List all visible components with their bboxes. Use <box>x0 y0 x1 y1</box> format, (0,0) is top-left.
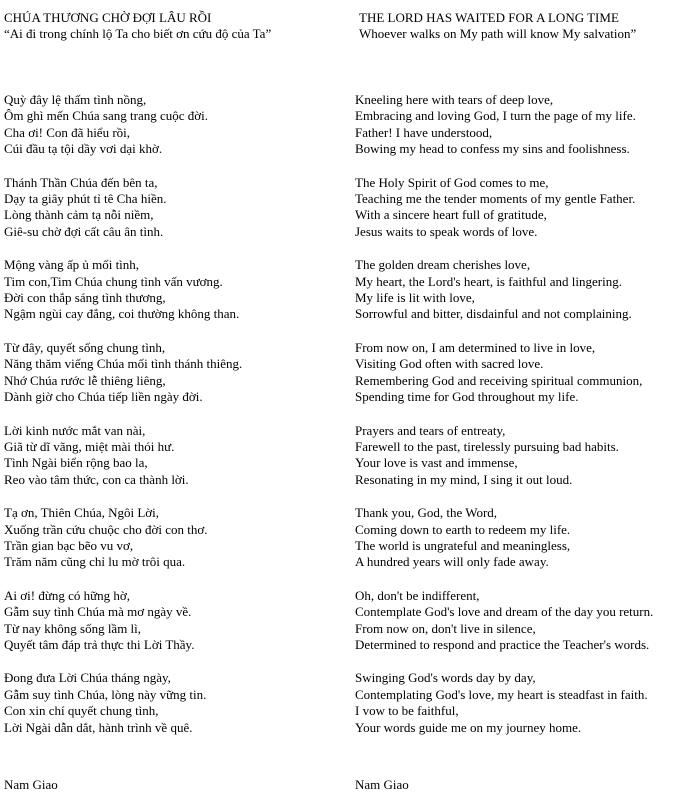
poem-line: Đời con thắp sáng tình thương, <box>4 290 166 306</box>
poem-line: Tim con,Tim Chúa chung tình vấn vương. <box>4 273 223 289</box>
poem-line: Bowing my head to confess my sins and foolishness. <box>355 141 630 157</box>
en-poem-title: THE LORD HAS WAITED FOR A LONG TIME <box>359 10 619 25</box>
stanza <box>355 423 653 489</box>
poem-line: Thank you, God, the Word, <box>355 505 498 521</box>
stanza <box>4 257 242 323</box>
en-poem-body <box>355 92 653 753</box>
poem-line: Năng thăm viếng Chúa mối tình thánh thiêng. <box>4 356 243 372</box>
stanza <box>4 588 242 654</box>
poem-line: Quyết tâm đáp trả thực thi Lời Thầy. <box>4 636 195 652</box>
poem-line: Lòng thành cảm tạ nỗi niềm, <box>4 207 154 223</box>
poem-line: Đong đưa Lời Chúa tháng ngày, <box>4 670 171 686</box>
poem-line: Remembering God and receiving spiritual communion, <box>355 372 643 388</box>
poem-line: Từ đây, quyết sống chung tình, <box>4 339 166 355</box>
poem-line: Gẫm suy tình Chúa mà mơ ngày về. <box>4 604 192 620</box>
stanza <box>4 92 242 158</box>
poem-line: Quỳ đây lệ thấm tình nồng, <box>4 92 147 107</box>
poem-line: Dành giờ cho Chúa tiếp liền ngày đời. <box>4 389 203 405</box>
poem-line: Từ nay không sống lầm lì, <box>4 620 142 636</box>
poem-line: Thánh Thần Chúa đến bên ta, <box>4 174 158 190</box>
poem-line: Cha ơi! Con đã hiểu rồi, <box>4 124 131 140</box>
en-title-block <box>359 10 636 42</box>
poem-line: My life is lit with love, <box>355 290 475 306</box>
stanza <box>355 257 653 323</box>
poem-line: Embracing and loving God, I turn the page of my life. <box>355 108 636 124</box>
poem-line: Giã từ dĩ vãng, miệt mài thói hư. <box>4 438 175 454</box>
vi-poem-subtitle: “Ai đi trong chính lộ Ta cho biết ơn cứu độ của Ta” <box>4 26 272 41</box>
poem-line: Kneeling here with tears of deep love, <box>355 92 554 107</box>
poem-line: Swinging God's words day by day, <box>355 670 536 686</box>
poem-line: Cúi đầu tạ tội dầy vơi dại khờ. <box>4 141 163 157</box>
en-poem-subtitle: Whoever walks on My path will know My salvation” <box>359 26 637 41</box>
poem-line: Gẫm suy tình Chúa, lòng này vững tin. <box>4 686 207 702</box>
poem-line: Trăm năm cũng chỉ lu mờ trôi qua. <box>4 554 186 570</box>
poem-line: The Holy Spirit of God comes to me, <box>355 174 549 190</box>
stanza <box>4 175 242 241</box>
poem-line: Oh, don't be indifferent, <box>355 587 480 603</box>
poem-line: Visiting God often with sacred love. <box>355 356 544 372</box>
poem-line: Father! I have understood, <box>355 124 493 140</box>
stanza <box>4 423 242 489</box>
poem-line: My heart, the Lord's heart, is faithful and lingering. <box>355 273 622 289</box>
poem-line: Spending time for God throughout my life. <box>355 389 579 405</box>
poem-line: The golden dream cherishes love, <box>355 257 531 273</box>
poem-line: With a sincere heart full of gratitude, <box>355 207 547 223</box>
stanza <box>355 670 653 736</box>
poem-line: Coming down to earth to redeem my life. <box>355 521 571 537</box>
poem-line: From now on, don't live in silence, <box>355 620 536 636</box>
poem-line: From now on, I am determined to live in love, <box>355 339 596 355</box>
vi-poem-title: CHÚA THƯƠNG CHỜ ĐỢI LÂU RỒI <box>4 10 212 25</box>
poem-line: Ôm ghì mến Chúa sang trang cuộc đời. <box>4 108 209 124</box>
poem-line: Nhớ Chúa rước lễ thiêng liêng, <box>4 372 166 388</box>
poem-line: A hundred years will only fade away. <box>355 554 549 570</box>
poem-line: Resonating in my mind, I sing it out loud. <box>355 471 573 487</box>
stanza <box>4 670 242 736</box>
stanza <box>4 505 242 571</box>
stanza <box>355 340 653 406</box>
poem-line: Your love is vast and immense, <box>355 455 518 471</box>
poem-line: The world is ungrateful and meaningless, <box>355 537 571 553</box>
vi-author: Nam Giao <box>4 777 58 792</box>
stanza <box>355 588 653 654</box>
poem-line: Reo vào tâm thức, con ca thành lời. <box>4 471 189 487</box>
poem-line: Teaching me the tender moments of my gentle Father. <box>355 191 636 207</box>
stanza <box>4 340 242 406</box>
poem-line: Xuống trần cứu chuộc cho đời con thơ. <box>4 521 208 537</box>
poem-line: Farewell to the past, tirelessly pursuing bad habits. <box>355 438 619 454</box>
poem-line: Jesus waits to speak words of love. <box>355 223 538 239</box>
poem-line: Tạ ơn, Thiên Chúa, Ngôi Lời, <box>4 505 160 521</box>
poem-line: Dạy ta giây phút tỉ tê Cha hiền. <box>4 191 167 207</box>
poem-line: Determined to respond and practice the Teacher's words. <box>355 636 650 652</box>
poem-line: Lời Ngài dẫn dắt, hành trình về quê. <box>4 719 193 735</box>
poem-line: Sorrowful and bitter, disdainful and not complaining. <box>355 306 632 322</box>
stanza <box>355 175 653 241</box>
stanza <box>355 92 653 158</box>
poem-line: Trần gian bạc bẽo vu vơ, <box>4 537 134 553</box>
poem-line: Con xin chí quyết chung tình, <box>4 703 159 719</box>
stanza <box>355 505 653 571</box>
poem-line: Contemplating God's love, my heart is steadfast in faith. <box>355 686 648 702</box>
poem-line: Tình Ngài biển rộng bao la, <box>4 455 148 471</box>
poem-line: Ai ơi! đừng có hững hờ, <box>4 587 131 603</box>
poem-line: Contemplate God's love and dream of the day you return. <box>355 604 654 620</box>
poem-line: Giê-su chờ đợi cất câu ân tình. <box>4 223 164 239</box>
poem-line: Prayers and tears of entreaty, <box>355 422 506 438</box>
vi-title-block <box>4 10 271 42</box>
poem-line: Ngậm ngùi cay đắng, coi thường không than. <box>4 306 240 322</box>
en-author: Nam Giao <box>355 777 409 792</box>
vi-poem-body <box>4 92 242 753</box>
poem-line: I vow to be faithful, <box>355 703 459 719</box>
poem-line: Mộng vàng ấp ủ mối tình, <box>4 257 140 273</box>
poem-line: Your words guide me on my journey home. <box>355 719 582 735</box>
poem-line: Lời kinh nước mắt van nài, <box>4 422 146 438</box>
